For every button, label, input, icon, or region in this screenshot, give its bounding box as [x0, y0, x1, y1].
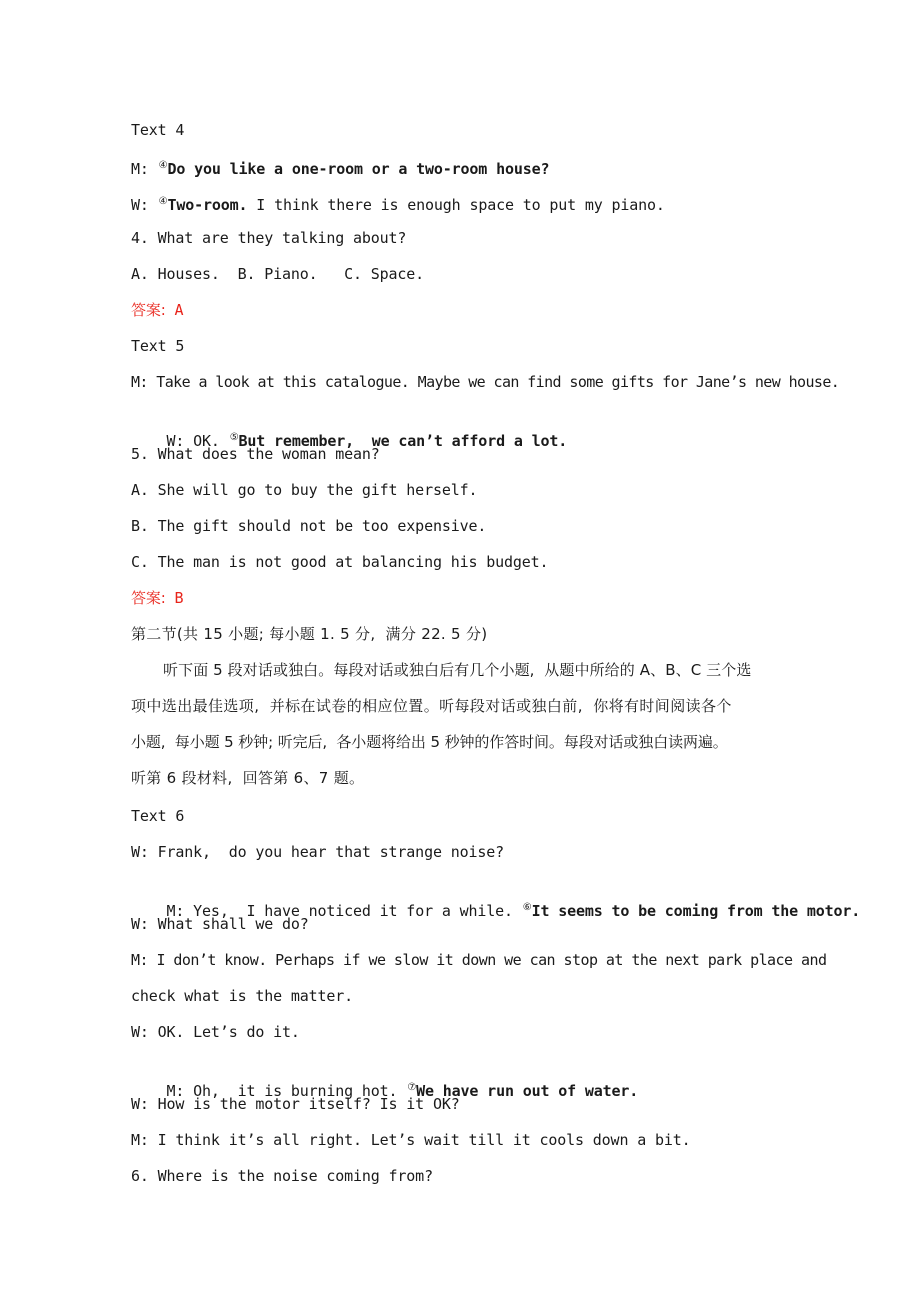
speaker-label: W: OK. [166, 432, 229, 450]
question-5-option-b: B. The gift should not be too expensive. [131, 517, 487, 535]
key-sentence: But remember, we can’t afford a lot. [238, 432, 568, 450]
text6-line-8: M: I think it’s all right. Let’s wait till it cools down a bit. [131, 1131, 691, 1149]
answer-value: B [165, 589, 184, 607]
question-5-option-c: C. The man is not good at balancing his budget. [131, 553, 549, 571]
instructions-line-1: 听下面 5 段对话或独白。每段对话或独白后有几个小题, 从题中所给的 A、B、C 三个选 [163, 661, 752, 679]
key-sentence: It seems to be coming from the motor. [531, 902, 861, 920]
question-5-option-a: A. She will go to buy the gift herself. [131, 481, 478, 499]
answer-label: 答案: [131, 301, 166, 319]
answer-label: 答案: [131, 589, 166, 607]
question-5: 5. What does the woman mean? [131, 445, 380, 463]
text6-line-4a: M: I don’t know. Perhaps if we slow it down we can stop at the next park place and [131, 951, 827, 969]
text4-woman-line [131, 192, 791, 215]
circled-marker: ⑤ [229, 432, 239, 443]
text6-heading: Text 6 [131, 807, 185, 825]
circled-marker: ④ [158, 196, 168, 207]
instructions-line-4: 听第 6 段材料, 回答第 6、7 题。 [131, 769, 365, 787]
circled-marker: ⑥ [522, 902, 532, 913]
instructions-line-3: 小题, 每小题 5 秒钟; 听完后, 各小题将给出 5 秒钟的作答时间。每段对话或独白读两遍。 [131, 733, 728, 751]
key-sentence: We have run out of water. [416, 1082, 639, 1100]
question-6: 6. Where is the noise coming from? [131, 1167, 433, 1185]
text5-man-line: M: Take a look at this catalogue. Maybe we can find some gifts for Jane’s new house. [131, 373, 840, 391]
question-4-options: A. Houses. B. Piano. C. Space. [131, 265, 425, 283]
text6-line-5: W: OK. Let’s do it. [131, 1023, 300, 1041]
dialogue-text: I think there is enough space to put my piano. [247, 196, 665, 214]
circled-marker: ④ [158, 160, 168, 171]
instructions-line-2: 项中选出最佳选项, 并标在试卷的相应位置。听每段对话或独白前, 你将有时间阅读各个 [131, 697, 732, 715]
answer-5 [131, 588, 791, 608]
answer-value: A [165, 301, 184, 319]
speaker-label: W: [131, 196, 158, 214]
text6-line-7: W: How is the motor itself? Is it OK? [131, 1095, 460, 1113]
text4-man-line [131, 156, 791, 179]
text6-line-3: W: What shall we do? [131, 915, 309, 933]
dialogue-text: M: Oh, it is burning hot. [166, 1082, 407, 1100]
answer-4 [131, 300, 791, 320]
section-title: 第二节(共 15 小题; 每小题 1. 5 分, 满分 22. 5 分) [131, 625, 488, 643]
circled-marker: ⑦ [407, 1082, 417, 1093]
text6-line-4b: check what is the matter. [131, 987, 354, 1005]
speaker-label: M: [131, 160, 158, 178]
text4-heading: Text 4 [131, 121, 185, 139]
text6-line-1: W: Frank, do you hear that strange noise? [131, 843, 504, 861]
text5-heading: Text 5 [131, 337, 185, 355]
dialogue-text: M: Yes, I have noticed it for a while. [166, 902, 522, 920]
question-4: 4. What are they talking about? [131, 229, 407, 247]
key-sentence: Two-room. [167, 196, 248, 214]
key-sentence: Do you like a one-room or a two-room house? [167, 160, 550, 178]
